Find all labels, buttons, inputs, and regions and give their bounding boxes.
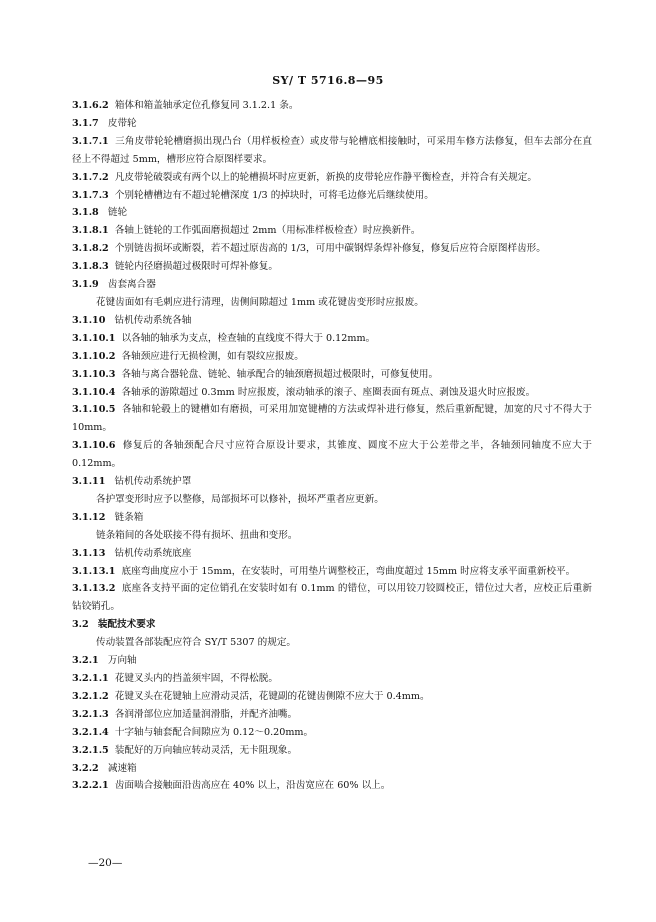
section-3-1-7: [72, 115, 592, 133]
paragraph: 各护罩变形时应予以整修，局部损坏可以修补，损坏严重者应更新。: [96, 493, 384, 505]
clause-text: 齿面啮合接触面沿齿高应在 40% 以上，沿齿宽应在 60% 以上。: [114, 780, 391, 792]
clause-text: 修复后的各轴颈配合尺寸应符合原设计要求，其锥度、圆度不应大于公差带之半，各轴颈同轴度不应大于 0.12mm。: [72, 440, 592, 470]
clause-3-1-7-3: [72, 187, 592, 205]
clause-number: 3.1.13.2: [72, 583, 116, 595]
clause-text: 花键叉头内的挡盖须牢固，不得松脱。: [114, 673, 278, 684]
clause-number: 3.1.10.1: [72, 332, 116, 344]
page-header: SY/ T 5716.8—95: [272, 74, 384, 87]
clause-text: 各轴与离合器轮盘、链轮、轴承配合的轴颈磨损超过极限时，可修复使用。: [121, 368, 439, 380]
clause-number: 3.1.11: [72, 476, 106, 488]
clause-3-2-1-3: [72, 706, 592, 724]
clause-3-1-8-2: [72, 240, 592, 258]
clause-number: 3.1.9: [72, 279, 99, 291]
clause-number: 3.1.7: [72, 117, 99, 129]
clause-number: 3.1.8.2: [72, 243, 109, 255]
clause-3-2-1-4: [72, 724, 592, 742]
clause-number: 3.1.13: [72, 547, 106, 559]
clause-number: 3.1.8.1: [72, 225, 109, 237]
document-body: [72, 97, 592, 795]
section-title: 钻机传动系统护罩: [114, 476, 192, 488]
section-3-1-10: [72, 312, 592, 330]
clause-3-2-1-1: [72, 670, 592, 688]
clause-number: 3.2.2: [72, 762, 99, 774]
clause-3-1-10-3: [72, 366, 592, 384]
clause-text: 十字轴与轴套配合间隙应为 0.12～0.20mm。: [114, 726, 314, 738]
clause-text: 个别轮槽槽边有不超过轮槽深度 1/3 的掉块时，可将毛边修光后继续使用。: [114, 189, 434, 201]
section-3-1-8: [72, 204, 592, 222]
clause-text: 三角皮带轮轮槽磨损出现凸台（用样板检查）或皮带与轮槽底相接触时，可采用车修方法修复，但车去部分在直径上不得超过 5mm，槽形应符合原图样要求。: [72, 135, 592, 165]
section-3-2-1: [72, 652, 592, 670]
clause-number: 3.1.10.5: [72, 404, 116, 416]
clause-number: 3.2.2.1: [72, 780, 109, 792]
clause-3-2-1-2: [72, 688, 592, 706]
section-title: 钻机传动系统各轴: [114, 314, 192, 326]
clause-3-1-7-2: [72, 169, 592, 187]
clause-text: 各润滑部位应加适量润滑脂，并配齐油嘴。: [114, 708, 298, 720]
clause-3-1-10-6: [72, 437, 592, 473]
clause-text: 各轴承的游隙超过 0.3mm 时应报废，滚动轴承的滚子、座圈表面有斑点、剥蚀及退火时应报废。: [121, 386, 536, 398]
clause-3-2-2-1: [72, 777, 592, 795]
section-title: 齿套离合器: [107, 279, 156, 291]
section-title: 减速箱: [107, 762, 137, 774]
clause-number: 3.2.1.4: [72, 726, 109, 738]
clause-3-1-10-4: [72, 384, 592, 402]
clause-number: 3.1.10.4: [72, 386, 116, 398]
clause-number: 3.2.1.3: [72, 708, 109, 720]
clause-text: 链轮内径磨损超过极限时可焊补修复。: [114, 261, 278, 273]
clause-3-1-13-1: [72, 563, 592, 581]
clause-text: 以各轴的轴承为支点，检查轴的直线度不得大于 0.12mm。: [121, 332, 376, 344]
clause-number: 3.1.6.2: [72, 100, 109, 111]
section-title: 万向轴: [107, 655, 137, 667]
clause-number: 3.1.10: [72, 314, 106, 326]
clause-number: 3.1.10.3: [72, 368, 116, 380]
clause-number: 3.2.1.1: [72, 673, 109, 684]
section-3-1-12: [72, 509, 592, 527]
clause-text: 凡皮带轮破裂或有两个以上的轮槽损坏时应更新，新换的皮带轮应作静平衡检查，并符合有关规定。: [114, 171, 537, 183]
clause-3-1-10-2: [72, 348, 592, 366]
clause-text: 花键叉头在花键轴上应滑动灵活，花键副的花键齿侧隙不应大于 0.4mm。: [114, 690, 430, 702]
clause-3-2-1-5: [72, 742, 592, 760]
clause-number: 3.1.13.1: [72, 565, 116, 577]
clause-number: 3.2.1.2: [72, 690, 109, 702]
clause-text: 箱体和箱盖轴承定位孔修复同 3.1.2.1 条。: [114, 100, 299, 111]
paragraph: 链条箱间的各处联接不得有损坏、扭曲和变形。: [96, 529, 298, 541]
clause-text: 各轴和轮毂上的键槽如有磨损，可采用加宽键槽的方法或焊补进行修复，然后重新配键，加宽的尺寸不得大于 10mm。: [72, 404, 592, 434]
clause-number: 3.1.7.2: [72, 171, 109, 183]
clause-number: 3.2: [72, 619, 89, 631]
clause-text: 各轴颈应进行无损检测，如有裂纹应报废。: [121, 350, 304, 362]
clause-number: 3.1.7.1: [72, 135, 109, 147]
section-title: 链条箱: [114, 511, 144, 523]
clause-number: 3.2.1.5: [72, 744, 109, 756]
clause-3-1-6-2: [72, 97, 592, 115]
paragraph: 传动装置各部装配应符合 SY/T 5307 的规定。: [96, 637, 297, 649]
page-number: —20—: [88, 857, 123, 869]
clause-3-1-13-2: [72, 580, 592, 616]
clause-3-1-10-5: [72, 401, 592, 437]
clause-number: 3.2.1: [72, 655, 99, 667]
section-title: 皮带轮: [107, 117, 137, 129]
paragraph: 花键齿面如有毛刺应进行清理，齿侧间隙超过 1mm 或花键齿变形时应报废。: [96, 296, 424, 308]
clause-text: 底座弯曲度应小于 15mm，在安装时，可用垫片调整校正，弯曲度超过 15mm 时应将支承平面重新校平。: [121, 565, 576, 577]
clause-3-1-10-1: [72, 330, 592, 348]
section-title: 钻机传动系统底座: [114, 547, 192, 559]
clause-text: 装配好的万向轴应转动灵活，无卡阻现象。: [114, 744, 298, 756]
clause-text: 底座各支持平面的定位销孔在安装时如有 0.1mm 的错位，可以用铰刀铰圆校正，错位过大者，应校正后重新钻铰销孔。: [72, 583, 592, 613]
clause-number: 3.1.10.2: [72, 350, 116, 362]
clause-number: 3.1.10.6: [72, 440, 116, 452]
section-3-2-2: [72, 760, 592, 778]
clause-3-1-8-1: [72, 222, 592, 240]
section-title: 装配技术要求: [97, 619, 156, 631]
clause-number: 3.1.7.3: [72, 189, 109, 201]
section-3-1-13: [72, 545, 592, 563]
section-3-1-11: [72, 473, 592, 491]
clause-text: 个别链齿损坏或断裂，若不超过原齿高的 1/3，可用中碳钢焊条焊补修复，修复后应符合原图样齿形。: [114, 243, 546, 255]
clause-number: 3.1.8: [72, 207, 99, 219]
clause-3-1-8-3: [72, 258, 592, 276]
clause-number: 3.1.12: [72, 511, 106, 523]
clause-number: 3.1.8.3: [72, 261, 109, 273]
clause-text: 各轴上链轮的工作弧面磨损超过 2mm（用标准样板检查）时应换新件。: [114, 225, 421, 237]
clause-3-1-7-1: [72, 133, 592, 169]
section-3-1-9: [72, 276, 592, 294]
section-3-2: [72, 616, 592, 634]
section-title: 链轮: [107, 207, 128, 219]
